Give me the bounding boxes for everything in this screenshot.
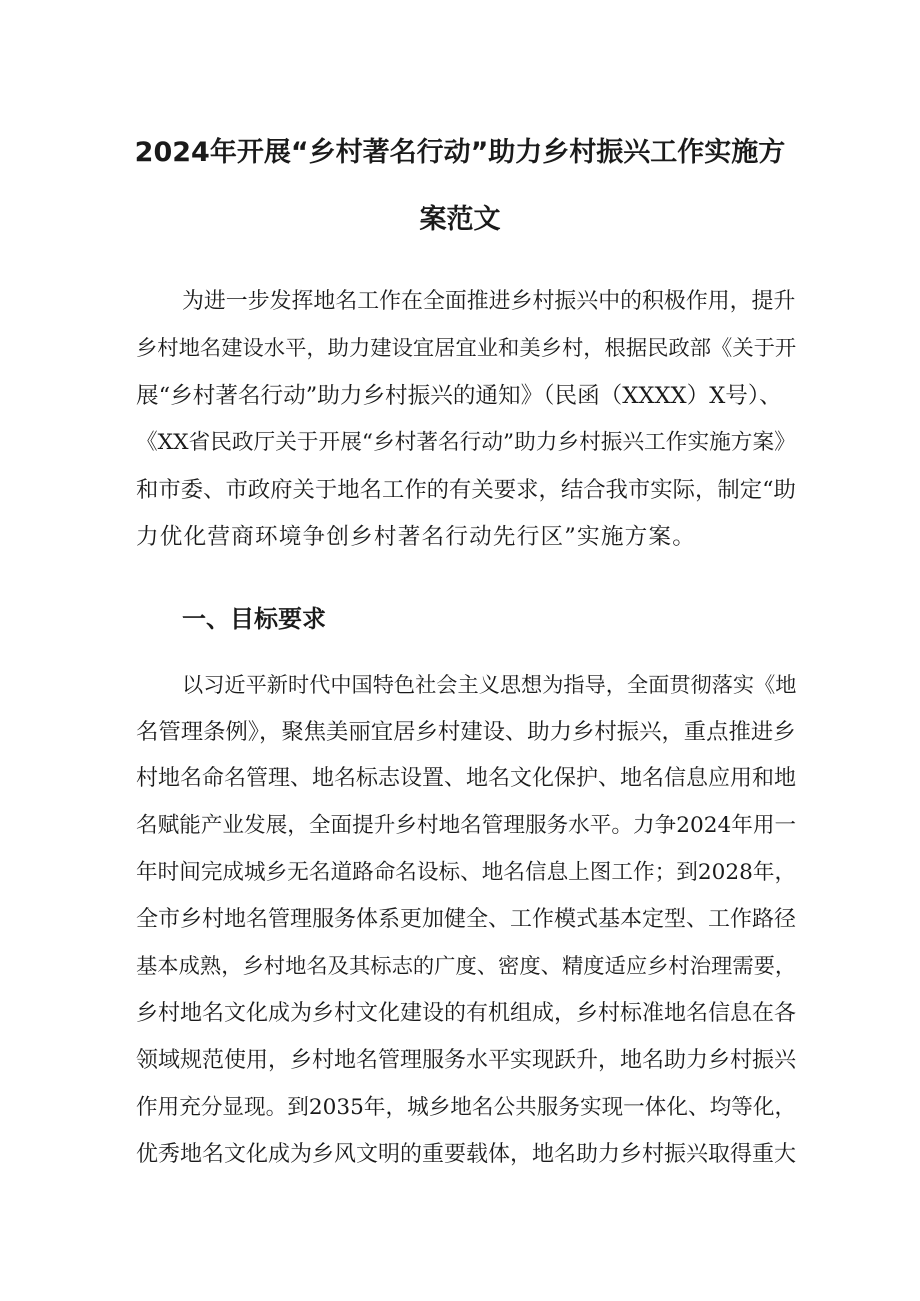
goals-line-7: 基本成熟，乡村地名及其标志的广度、密度、精度适应乡村治理需要， <box>136 954 797 979</box>
goals-line-2: 名管理条例》，聚焦美丽宜居乡村建设、助力乡村振兴，重点推进乡 <box>136 719 796 745</box>
goals-line-8: 乡村地名文化成为乡村文化建设的有机组成，乡村标准地名信息在各 <box>136 1001 797 1026</box>
goals-line-6: 全市乡村地名管理服务体系更加健全、工作模式基本定型、工作路径 <box>136 907 797 932</box>
document-title-line-1: 2024年开展“乡村著名行动”助力乡村振兴工作实施方 <box>134 137 786 168</box>
intro-line-2: 乡村地名建设水平，助力建设宜居宜业和美乡村，根据民政部《关于开 <box>136 336 797 361</box>
document-title-line-2: 案范文 <box>419 204 501 235</box>
goals-line-11: 优秀地名文化成为乡风文明的重要载体，地名助力乡村振兴取得重大 <box>136 1142 797 1167</box>
goals-line-3: 村地名命名管理、地名标志设置、地名文化保护、地名信息应用和地 <box>136 766 797 791</box>
goals-line-1: 以习近平新时代中国特色社会主义思想为指导，全面贯彻落实《地 <box>182 672 797 697</box>
intro-line-6: 力优化营商环境争创乡村著名行动先行区”实施方案。 <box>136 524 697 550</box>
goals-line-5: 年时间完成城乡无名道路命名设标、地名信息上图工作；到2028年， <box>136 860 797 885</box>
intro-line-3: 展“乡村著名行动”助力乡村振兴的通知》（民函（XXXX）X号）、 <box>136 383 782 409</box>
section-heading-goals: 一、目标要求 <box>182 605 326 633</box>
intro-line-5: 和市委、市政府关于地名工作的有关要求，结合我市实际，制定“助 <box>136 477 796 503</box>
intro-line-4: 《XX省民政厅关于开展“乡村著名行动”助力乡村振兴工作实施方案》 <box>136 430 796 455</box>
goals-line-9: 领域规范使用，乡村地名管理服务水平实现跃升，地名助力乡村振兴 <box>136 1048 797 1073</box>
goals-line-10: 作用充分显现。到2035年，城乡地名公共服务实现一体化、均等化， <box>136 1095 797 1120</box>
goals-line-4: 名赋能产业发展，全面提升乡村地名管理服务水平。力争2024年用一 <box>136 813 797 838</box>
intro-line-1: 为进一步发挥地名工作在全面推进乡村振兴中的积极作用，提升 <box>182 289 796 314</box>
